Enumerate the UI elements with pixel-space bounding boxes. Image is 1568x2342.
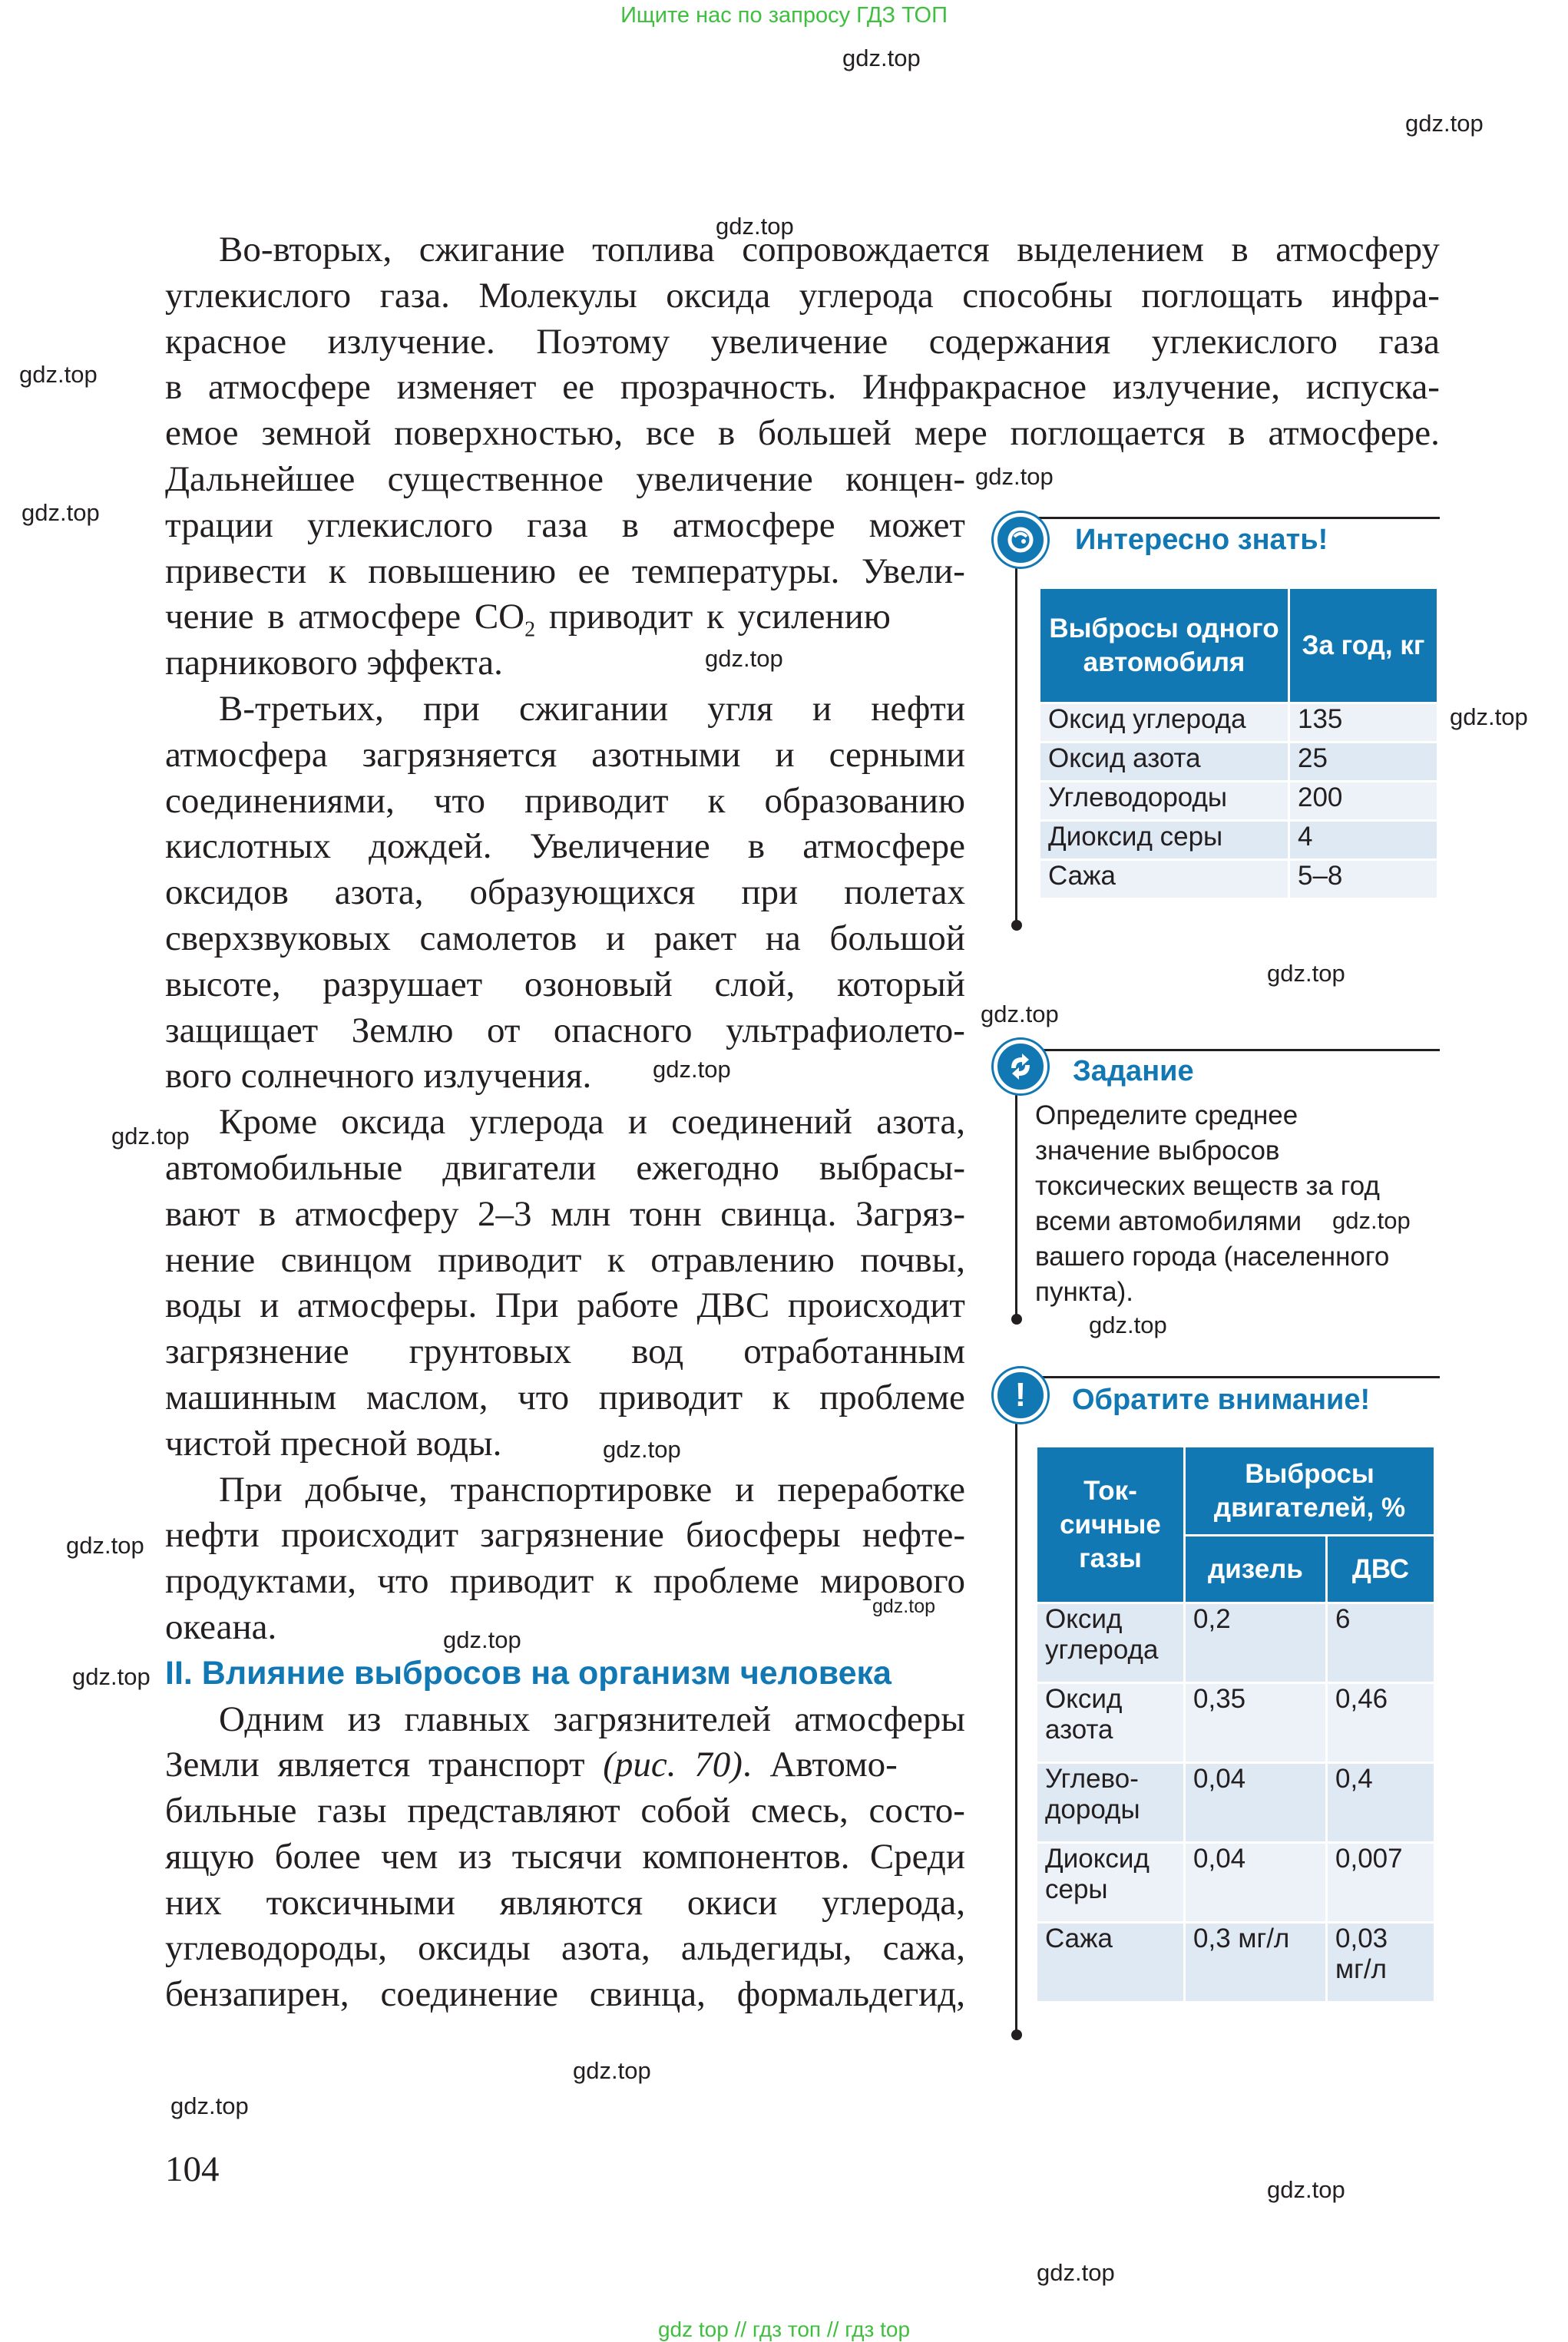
- text-line: защищает Землю от опасного ультрафиолето-: [165, 1010, 965, 1050]
- table-header: ДВС: [1327, 1536, 1435, 1603]
- text-line: кислотных дождей. Увеличение в атмосфере: [165, 826, 965, 867]
- text-line: вого солнечного излучения.: [165, 1056, 592, 1097]
- text-line: вашего города (населенного: [1035, 1242, 1390, 1272]
- watermark: gdz.top: [1267, 2176, 1345, 2203]
- watermark: gdz.top: [975, 463, 1054, 490]
- text-line: привести к повышению ее температуры. Увели-: [165, 551, 965, 591]
- table-row: Диоксид серы 0,04 0,007: [1037, 1843, 1435, 1923]
- watermark: gdz.top: [716, 213, 794, 240]
- text-line: высоте, разрушает озоновый слой, который: [165, 964, 965, 1004]
- watermark: gdz.top: [72, 1663, 151, 1690]
- section-title: II. Влияние выбросов на организм человека: [165, 1654, 892, 1692]
- table-row: Углево-дороды 0,04 0,4: [1037, 1763, 1435, 1843]
- watermark: gdz.top: [111, 1123, 190, 1149]
- table-row: Оксид азота 0,35 0,46: [1037, 1683, 1435, 1763]
- table-header: Выбросы двигателей, %: [1185, 1447, 1435, 1536]
- text-line: чение в атмосфере $CO_2$ приводит к усилению: [165, 597, 891, 642]
- text-line: них токсичными являются окиси углерода,: [165, 1882, 965, 1923]
- text-line: воды и атмосферы. При работе ДВС происходит: [165, 1285, 965, 1326]
- text-line: вают в атмосферу 2–3 млн тонн свинца. Загряз-: [165, 1193, 965, 1234]
- watermark: gdz.top: [1037, 2259, 1115, 2286]
- table-header: Ток-сичные газы: [1037, 1447, 1185, 1603]
- watermark: gdz.top: [981, 1001, 1059, 1027]
- watermark: gdz.top: [705, 645, 783, 672]
- table-row: Сажа 0,3 мг/л 0,03 мг/л: [1037, 1923, 1435, 2003]
- text-line: продуктами, что приводит к проблеме мирового: [165, 1561, 965, 1602]
- text-line: парникового эффекта.: [165, 643, 503, 683]
- box-title: Обратите внимание!: [1072, 1384, 1371, 1416]
- table-row: Диоксид серы 4: [1040, 821, 1438, 860]
- box-rule: [1021, 1376, 1440, 1378]
- watermark: gdz.top: [22, 499, 100, 526]
- rail-end: [1011, 920, 1022, 931]
- watermark: gdz.top: [1450, 703, 1528, 730]
- table-row: Углеводороды 200: [1040, 782, 1438, 821]
- watermark: gdz.top: [170, 2092, 249, 2119]
- rail-end: [1011, 1314, 1022, 1325]
- text-line: всеми автомобилями: [1035, 1206, 1302, 1236]
- text-line: нефти происходит загрязнение биосферы нефте-: [165, 1515, 965, 1556]
- text-line: машинным маслом, что приводит к проблеме: [165, 1377, 965, 1417]
- text-line: Кроме оксида углерода и соединений азота,: [219, 1102, 965, 1143]
- text-line: бензапирен, соединение свинца, формальдегид,: [165, 1974, 965, 2015]
- text-line: оксидов азота, образующихся при полетах: [165, 872, 965, 913]
- watermark: gdz.top: [603, 1436, 681, 1463]
- text-line: В-третьих, при сжигании угля и нефти: [219, 688, 965, 729]
- text-line: Одним из главных загрязнителей атмосферы: [219, 1699, 965, 1739]
- engine-emissions-table: [1035, 1445, 1436, 2003]
- box-rule: [1021, 517, 1440, 519]
- text-line: соединениями, что приводит к образованию: [165, 780, 965, 821]
- text-line: емое земной поверхностью, все в большей мере поглощается в атмосфере.: [165, 413, 1440, 454]
- page-number: 104: [165, 2149, 220, 2189]
- figure-reference[interactable]: (рис. 70): [603, 1745, 743, 1785]
- text-line: пункта).: [1035, 1277, 1133, 1307]
- text-line: бильные газы представляют собой смесь, состо-: [165, 1791, 965, 1831]
- text-line: значение выбросов: [1035, 1136, 1280, 1166]
- text-line: токсических веществ за год: [1035, 1171, 1380, 1201]
- box-rule: [1021, 1049, 1440, 1051]
- watermark: gdz.top: [443, 1626, 521, 1653]
- exclamation-icon: !: [994, 1368, 1047, 1422]
- watermark: gdz.top: [1405, 110, 1484, 137]
- text-line: сверхзвуковых самолетов и ракет на большой: [165, 918, 965, 958]
- watermark: gdz.top: [1332, 1207, 1411, 1234]
- text-line: трации углекислого газа в атмосфере может: [165, 504, 965, 545]
- text-line: загрязнение грунтовых вод отработанным: [165, 1331, 965, 1372]
- table-header: дизель: [1185, 1536, 1327, 1603]
- watermark: gdz.top: [1267, 960, 1345, 987]
- watermark: gdz.top: [66, 1532, 144, 1559]
- text-line: чистой пресной воды.: [165, 1423, 502, 1464]
- table-row: Оксид углерода 0,2 6: [1037, 1603, 1435, 1683]
- text-line: нение свинцом приводит к отравлению почвы,: [165, 1239, 965, 1280]
- box-title: Задание: [1073, 1055, 1194, 1087]
- brain-icon: [994, 513, 1047, 567]
- watermark: gdz.top: [872, 1596, 936, 1617]
- text-line: Земли является транспорт (рис. 70). Автомо-: [165, 1745, 898, 1785]
- emissions-per-car-table: [1038, 587, 1439, 900]
- box-rail: [1015, 538, 1017, 925]
- text-line: углеводороды, оксиды азота, альдегиды, сажа,: [165, 1928, 965, 1969]
- watermark: gdz.top: [653, 1056, 731, 1083]
- table-header: Выбросы одного автомобиля: [1040, 588, 1289, 703]
- text-line: атмосфера загрязняется азотными и серными: [165, 734, 965, 775]
- text-line: При добыче, транспортировке и переработке: [219, 1469, 965, 1510]
- box-rail: [1015, 1413, 1017, 2035]
- text-line: автомобильные двигатели ежегодно выбрасы-: [165, 1147, 965, 1188]
- watermark: gdz.top: [19, 361, 98, 388]
- table-row: Оксид углерода 135: [1040, 703, 1438, 743]
- box-rail: [1015, 1083, 1017, 1319]
- subscript: 2: [524, 617, 536, 642]
- task-text: [1035, 1098, 1450, 1310]
- text-line: Во-вторых, сжигание топлива сопровождается выделением в атмосферу: [219, 230, 1440, 270]
- table-row: Сажа 5–8: [1040, 860, 1438, 899]
- text-line: углекислого газа. Молекулы оксида углерода способны поглощать инфра-: [165, 275, 1440, 316]
- text-line: ящую более чем из тысячи компонентов. Среди: [165, 1836, 965, 1877]
- watermark: gdz.top: [1089, 1312, 1167, 1338]
- watermark: gdz.top: [842, 45, 921, 71]
- text-line: Дальнейшее существенное увеличение концен-: [165, 458, 965, 499]
- task-cycle-icon: [994, 1040, 1047, 1093]
- text-line: красное излучение. Поэтому увеличение содержания углекислого газа: [165, 321, 1440, 362]
- table-row: Оксид азота 25: [1040, 743, 1438, 782]
- text-line: океана.: [165, 1606, 277, 1647]
- text-line: Определите среднее: [1035, 1100, 1298, 1130]
- table-header: За год, кг: [1289, 588, 1438, 703]
- top-banner[interactable]: Ищите нас по запросу ГДЗ ТОП: [620, 3, 948, 28]
- footer-links[interactable]: gdz top // гдз топ // гдз top: [657, 2317, 911, 2341]
- watermark: gdz.top: [573, 2057, 651, 2084]
- text-line: в атмосфере изменяет ее прозрачность. Инфракрасное излучение, испуска-: [165, 367, 1440, 408]
- box-title: Интересно знать!: [1075, 524, 1328, 556]
- rail-end: [1011, 2029, 1022, 2040]
